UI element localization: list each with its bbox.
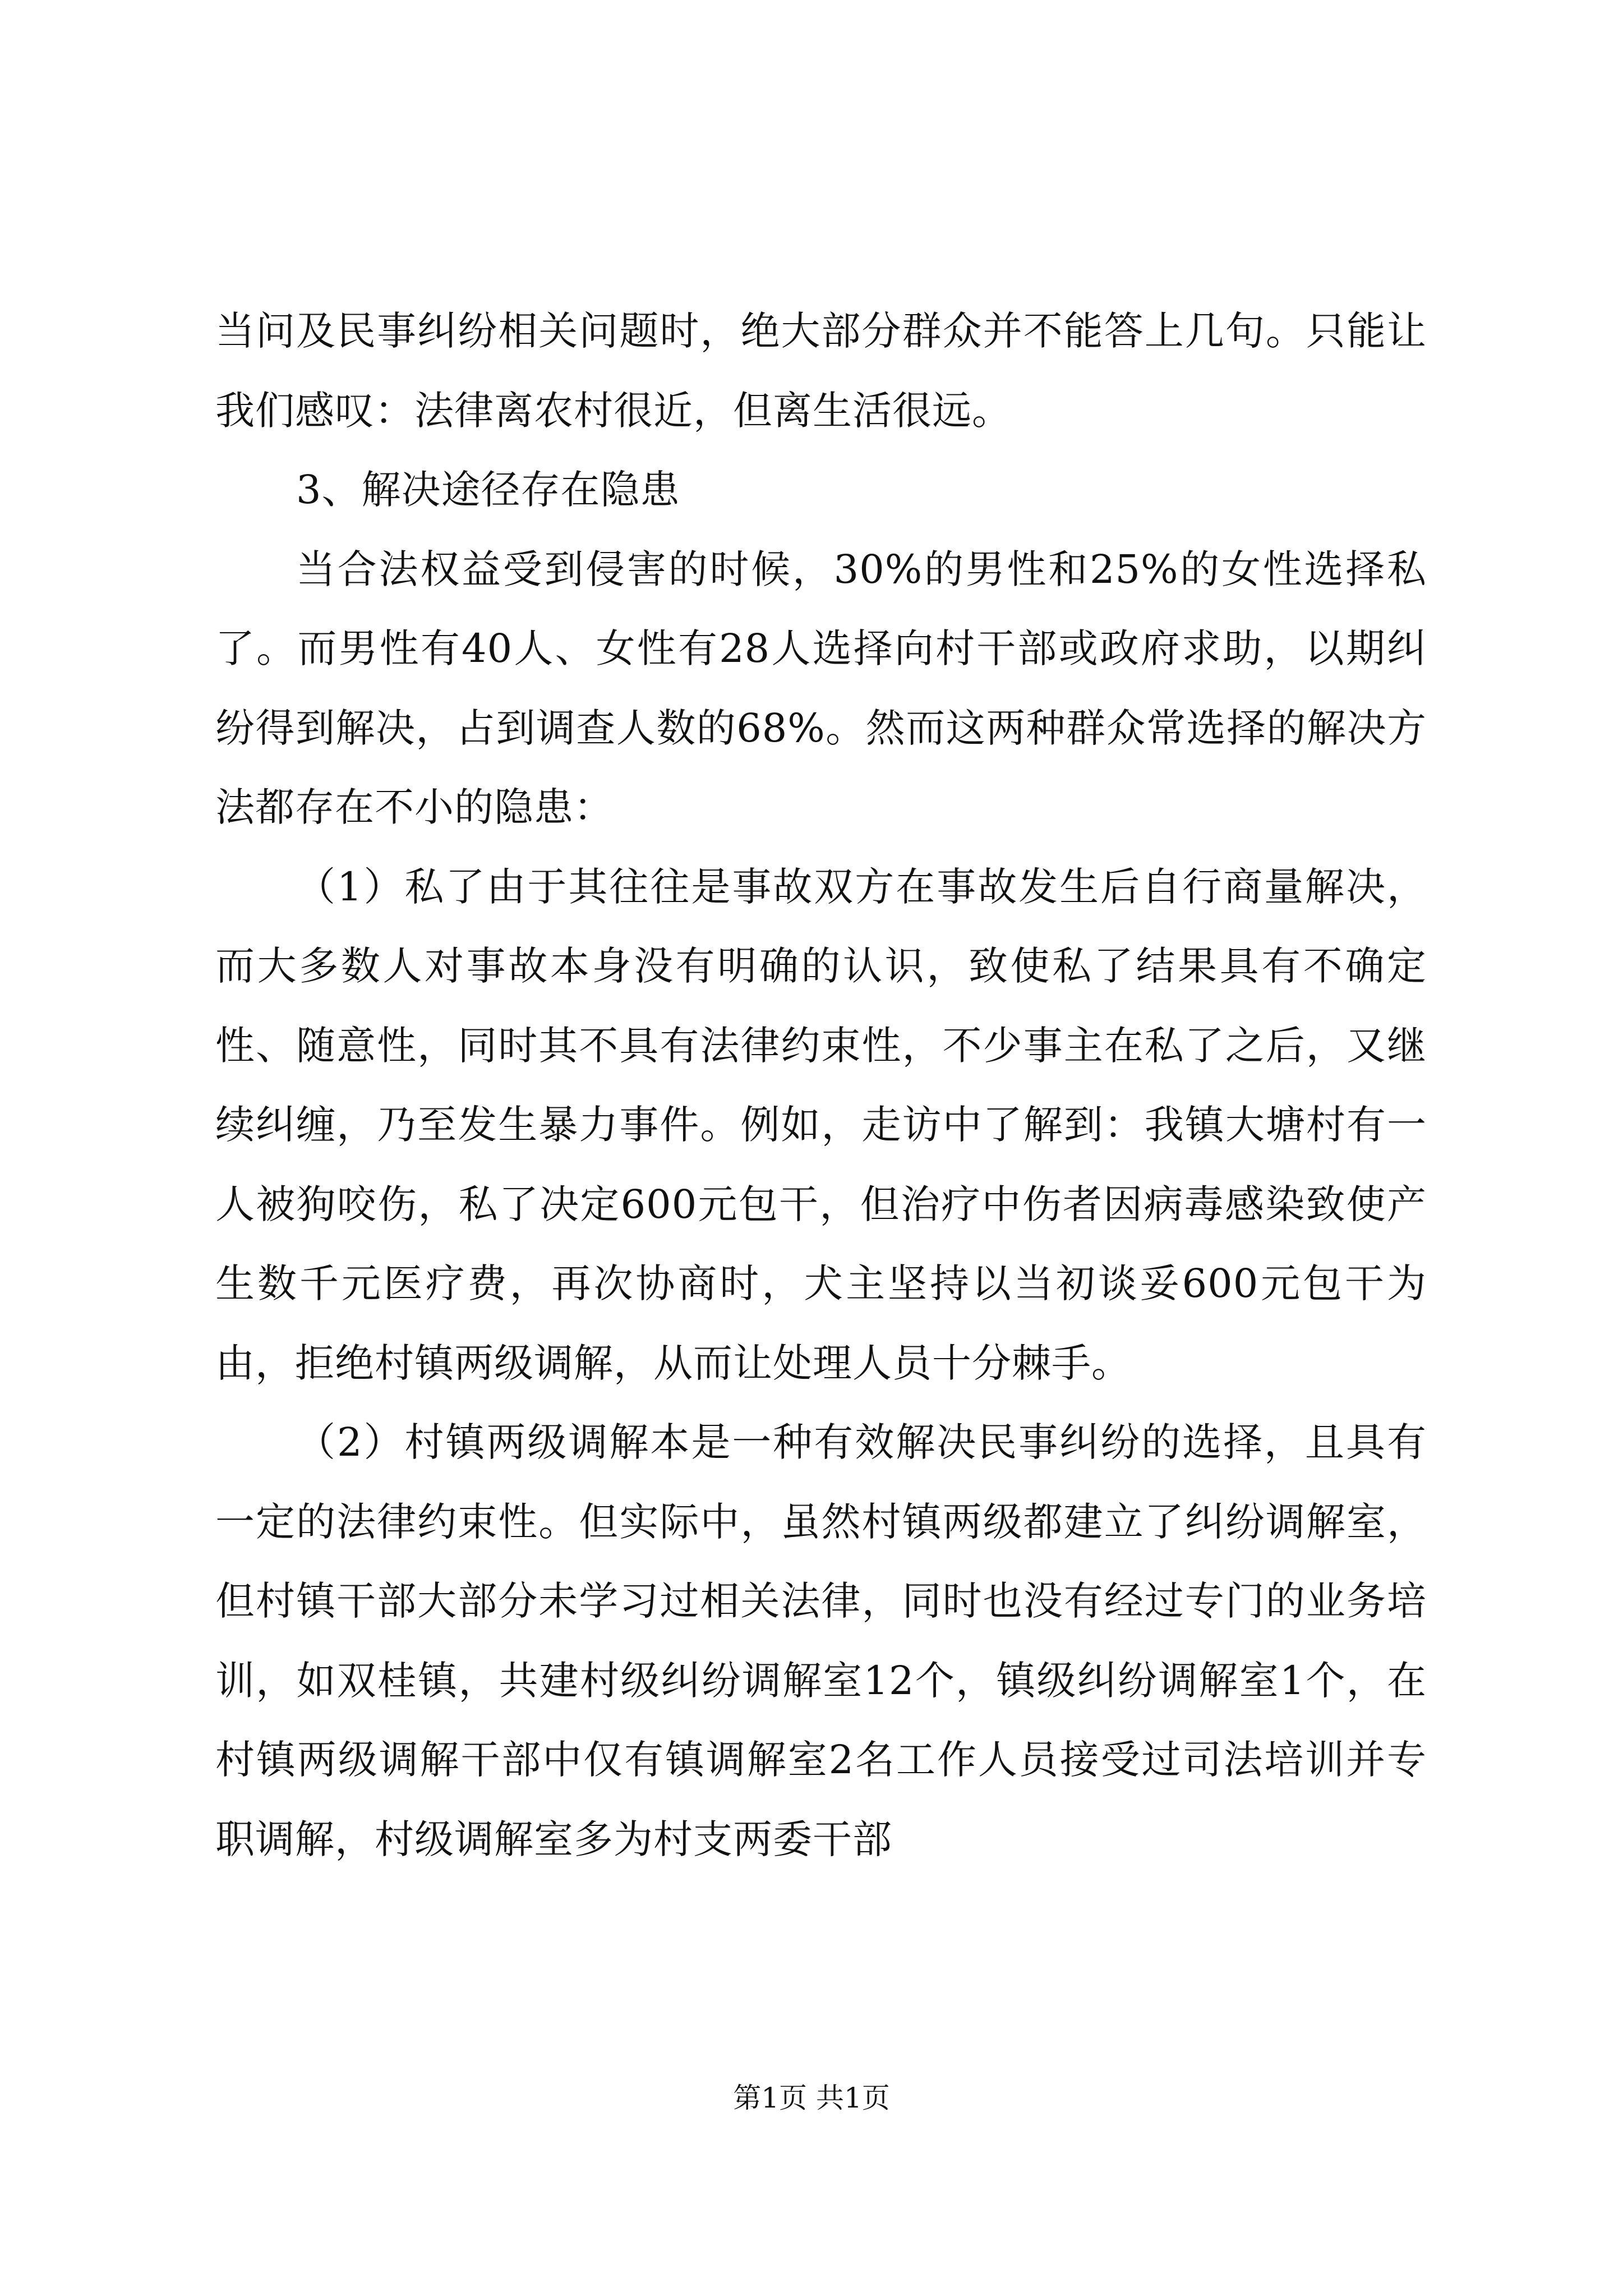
section-heading: 3、解决途径存在隐患 [296,467,680,513]
paragraph-item-2: （2）村镇两级调解本是一种有效解决民事纠纷的选择，且具有一定的法律约束性。但实际中，虽然村镇两级都建立了纠纷调解室，但村镇干部大部分未学习过相关法律，同时也没有经过专门的业务培训，如双桂镇，共建村级纠纷调解室12个，镇级纠纷调解室1个，在村镇两级调解干部中仅有镇调解室2名工作人员接受过司法培训并专职调解，村级调解室多为村支两委干部 [215,1419,1427,1862]
paragraph-continuation: 当问及民事纠纷相关问题时，绝大部分群众并不能答上几句。只能让我们感叹：法律离农村很近，但离生活很远。 [215,308,1427,434]
page-footer: 第1页 共1页 [733,2082,890,2114]
document-body [215,292,1427,1879]
paragraph-item-1: （1）私了由于其往往是事故双方在事故发生后自行商量解决，而大多数人对事故本身没有明确的认识，致使私了结果具有不确定性、随意性，同时其不具有法律约束性，不少事主在私了之后，又继续纠缠，乃至发生暴力事件。例如，走访中了解到：我镇大塘村有一人被狗咬伤，私了决定600元包干，但治疗中伤者因病毒感染致使产生数千元医疗费，再次协商时，犬主坚持以当初谈妥600元包干为由，拒绝村镇两级调解，从而让处理人员十分棘手。 [215,863,1427,1386]
paragraph-statistics: 当合法权益受到侵害的时候，30%的男性和25%的女性选择私了。而男性有40人、女性有28人选择向村干部或政府求助，以期纠纷得到解决，占到调查人数的68%。然而这两种群众常选择的解决方法都存在不小的隐患： [215,546,1427,830]
